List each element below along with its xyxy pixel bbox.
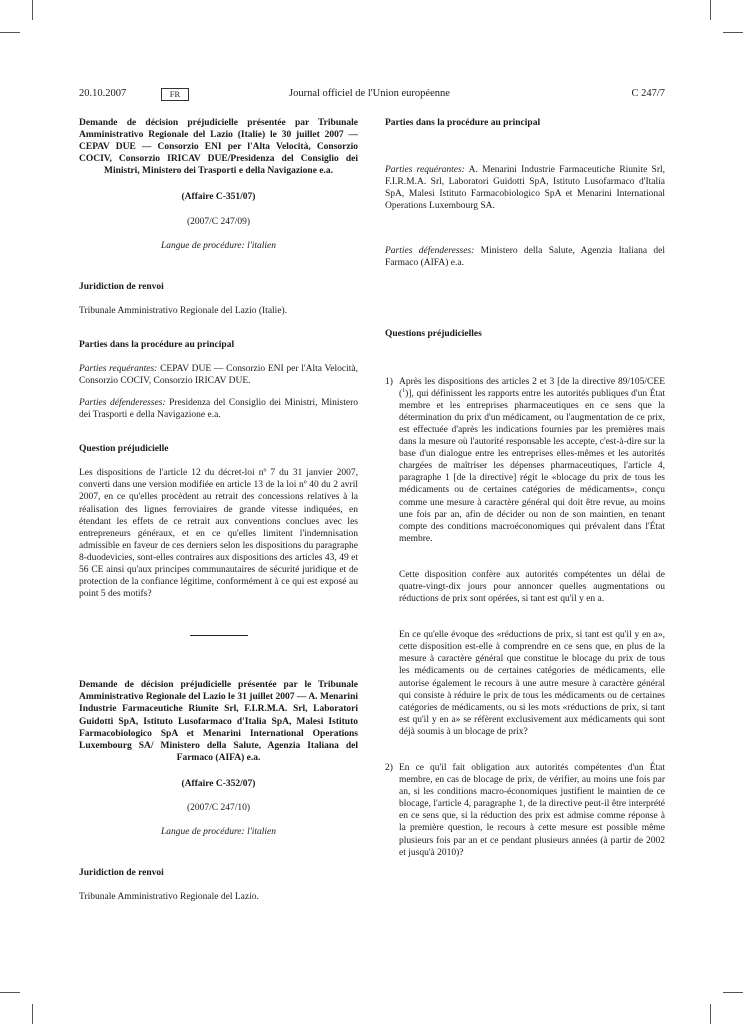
section-divider xyxy=(190,635,248,636)
case2-defendants xyxy=(385,245,665,269)
question-1 xyxy=(385,376,665,545)
crop-mark xyxy=(710,1004,711,1024)
case1-ref: (2007/C 247/09) xyxy=(186,216,251,227)
case2-affaire: (Affaire C-352/07) xyxy=(181,778,256,789)
question-1-para3: En ce qu'elle évoque des «réductions de prix, si tant est qu'il y en a», cette disposition est-elle à comprendre en ce sens que, en plus de la mesure à caractère général que constitue le blocage du prix de tous les médicaments ou de certaines catégories de médicaments, elle autorise également le recours à une autre mesure à caractère général qui consiste à réduire le prix de tous les médicaments ou de certaines catégories de médicaments, ou si les mots «réductions de prix, si tant est qu'il y en a» se réfèrent exclusivement aux médicaments qui sont déjà soumis à un blocage de prix? xyxy=(399,630,665,737)
crop-mark xyxy=(0,992,20,993)
crop-mark xyxy=(723,32,743,33)
crop-mark xyxy=(710,0,711,20)
question-1-text-b: )], qui définissent les rapports entre les autorités publiques d'un État membre et les entreprises pharmaceutiques en ce sens que la détermination du prix d'un médicament, ou l'augmentation de ce prix, est effectuée d'après les indications fournies par les premières mais dans la mesure où l'autorité responsable les accepte, c'est-à-dire sur la base d'un dialogue entre les entreprises elles-mêmes et les autorités chargées de maîtriser les dépenses pharmaceutiques, l'article 4, paragraphe 1 [de la directive] régit le «blocage du prix de tous les médicaments ou de certaines catégories de médicaments», conçu comme une mesure à caractère général qui doit être revue, au moins une fois par an, afin de décider ou non de son maintien, en tenant compte des conditions macroéconomiques qui prévalent dans l'État membre. xyxy=(399,388,665,544)
defendants-label: Parties défenderesses: xyxy=(385,246,475,257)
question-number: 1) xyxy=(385,376,393,387)
header-date: 20.10.2007 xyxy=(79,88,127,99)
applicants-text: CEPAV DUE — Consorzio ENI per l'Alta Velocità, Consorzio COCIV, Consorzio IRICAV DUE. xyxy=(79,363,358,386)
page-number: C 247/7 xyxy=(631,88,665,99)
case1-affaire: (Affaire C-351/07) xyxy=(181,192,256,203)
crop-mark xyxy=(723,992,743,993)
footnote-ref: 1 xyxy=(402,387,406,394)
defendants-text: Presidenza del Consiglio dei Ministri, Ministero dei Trasporti e della Navigazione e.a. xyxy=(79,398,359,421)
case1-parties-heading: Parties dans la procédure au principal xyxy=(79,339,235,350)
question-1-text-a: Après les dispositions des articles 2 et 3 [de la directive 89/105/CEE ( xyxy=(399,376,665,399)
right-column xyxy=(385,117,665,859)
case1-question-heading: Question préjudicielle xyxy=(79,444,169,455)
case2-jurisdiction-text: Tribunale Amministrativo Regionale del Lazio. xyxy=(79,892,259,903)
case2-title: Demande de décision préjudicielle présentée par le Tribunale Amministrativo Regionale del Lazio le 31 juillet 2007 — A. Menarini Industrie Farmaceutiche Riunite Srl, F.I.R.M.A. Srl, Laboratori Guidotti SpA, Istituto Lusofarmaco d'Italia SpA, Malesi Istituto Farmacobiologico SpA et Menarini International Operations Luxembourg SA/ Ministero della Salute, Agenzia Italiana del Farmaco (AIFA) e.a. xyxy=(79,680,358,763)
case2-ref: (2007/C 247/10) xyxy=(186,803,251,813)
case2-jurisdiction-heading: Juridiction de renvoi xyxy=(79,868,164,879)
case2-parties-heading: Parties dans la procédure au principal xyxy=(385,118,541,128)
case1-title: Demande de décision préjudicielle présentée par Tribunale Amministrativo Regionale del Lazio (Italie) le 30 juillet 2007 — CEPAV DUE — Consorzio ENI per l'Alta Velocità, Consorzio COCIV, Consorzio IRICAV DUE/Presidenza del Consiglio dei Ministri, Ministero dei Trasporti e della Navigazione e.a. xyxy=(79,118,358,177)
crop-mark xyxy=(0,32,20,33)
crop-mark xyxy=(32,0,33,20)
case1-applicants xyxy=(79,363,358,387)
question-1-para2: Cette disposition confère aux autorités compétentes un délai de quatre-vingt-dix jours pour annoncer quelles augmentations ou réductions de prix sont opérées, si tant est qu'il y en a. xyxy=(399,569,665,605)
journal-title: Journal officiel de l'Union européenne xyxy=(289,88,450,99)
case1-question-text: Les dispositions de l'article 12 du décret-loi nº 7 du 31 janvier 2007, converti dans une version modifiée en article 13 de la loi nº 40 du 2 avril 2007, en ce qu'elles procèdent au retrait des concessions relatives à la réalisation des lignes ferroviaires de grande vitesse indiquées, en étendant les effets de ce retrait aux conventions conclues avec les entrepreneurs généraux, et en ce qu'elles limitent l'indemnisation admissible en faveur de ces derniers selon les dispositions du paragraphe 8-duodevicies, sont-elles contraires aux dispositions des articles 43, 49 et 56 CE ainsi qu'aux principes communautaires de sécurité juridique et de protection de la confiance légitime, conformément à ce qui est exposé au point 5 des motifs? xyxy=(79,468,358,600)
question-1-text xyxy=(399,376,665,545)
case2-questions-heading: Questions préjudicielles xyxy=(385,328,482,339)
case1-jurisdiction-text: Tribunale Amministrativo Regionale del Lazio (Italie). xyxy=(79,305,288,316)
case2-lang: Langue de procédure: l'italien xyxy=(160,827,277,838)
applicants-text: A. Menarini Industrie Farmaceutiche Riunite Srl, F.I.R.M.A. Srl, Laboratori Guidotti SpA, Istituto Lusofarmaco d'Italia SpA, Malesi Istituto Farmacobiologico SpA et Menarini International Operations Luxembourg SA. xyxy=(385,165,666,212)
page-header xyxy=(79,87,665,101)
applicants-label: Parties requérantes: xyxy=(79,363,158,374)
crop-mark xyxy=(32,1004,33,1024)
case1-lang: Langue de procédure: l'italien xyxy=(160,240,277,251)
question-2 xyxy=(385,762,665,859)
defendants-text: Ministero della Salute, Agenzia Italiana del Farmaco (AIFA) e.a. xyxy=(385,246,665,269)
case2-applicants xyxy=(385,164,665,212)
case1-jurisdiction-heading: Juridiction de renvoi xyxy=(79,281,164,292)
language-box: FR xyxy=(161,88,189,101)
question-number: 2) xyxy=(385,763,393,773)
question-2-text: En ce qu'il fait obligation aux autorités compétentes d'un État membre, en cas de blocage de prix, de vérifier, au moins une fois par an, si les conditions macro-économiques justifient le maintien de ce blocage, l'article 4, paragraphe 1, de la directive peut-il être interprété en ce sens que, si la réduction des prix est admise comme réponse à la première question, le recours à cette mesure est possible même plusieurs fois par an et ce pendant plusieurs années (à partir de 2002 et jusqu'à 2010)? xyxy=(399,763,665,858)
defendants-label: Parties défenderesses: xyxy=(79,398,166,409)
case1-defendants xyxy=(79,397,358,421)
applicants-label: Parties requérantes: xyxy=(385,165,465,175)
left-column xyxy=(79,117,358,903)
